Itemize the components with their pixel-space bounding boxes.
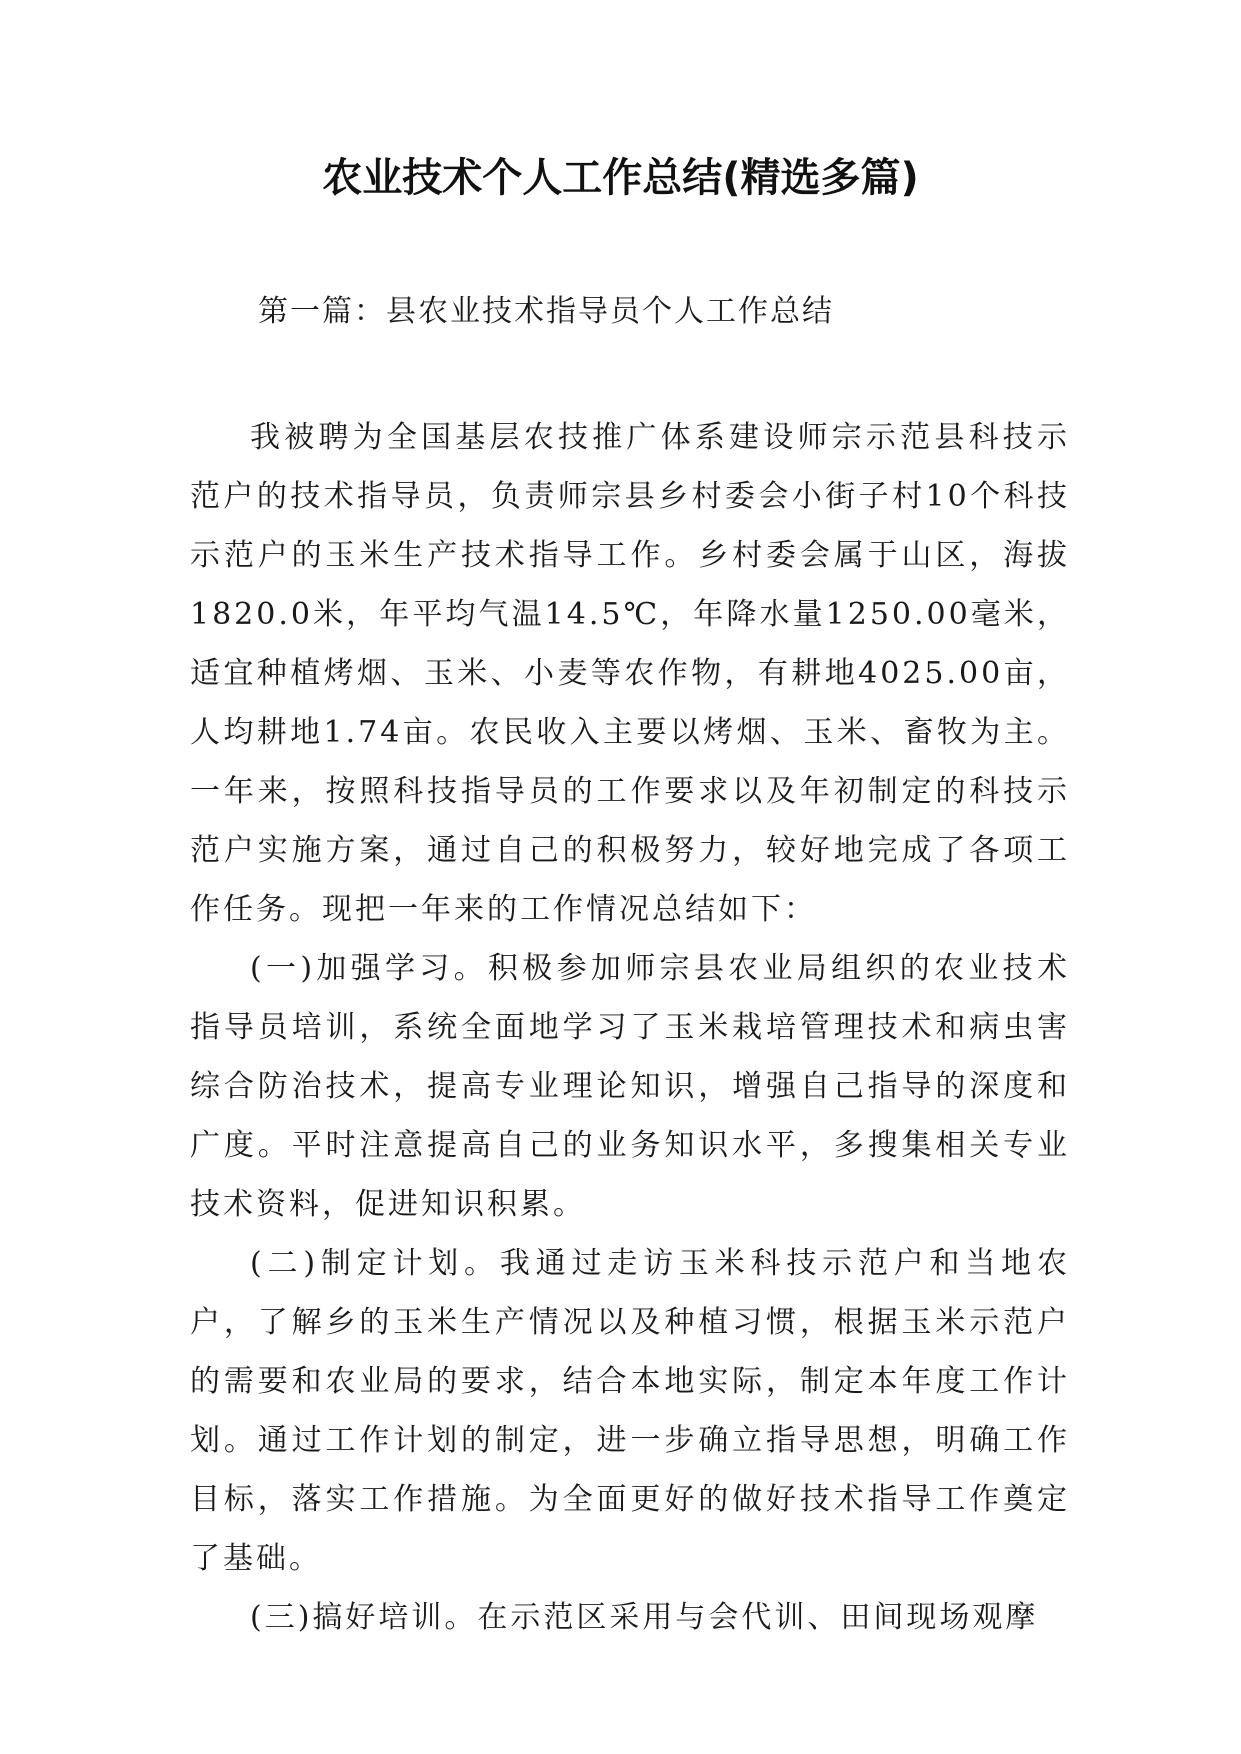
paragraph-study: (一)加强学习。积极参加师宗县农业局组织的农业技术指导员培训，系统全面地学习了玉米栽培管理技术和病虫害综合防治技术，提高专业理论知识，增强自己指导的深度和广度。平时注意提高自己的业务知识水平，多搜集相关专业技术资料，促进知识积累。 bbox=[190, 951, 1070, 1222]
paragraph-intro: 我被聘为全国基层农技推广体系建设师宗示范县科技示范户的技术指导员，负责师宗县乡村委会小街子村10个科技示范户的玉米生产技术指导工作。乡村委会属于山区，海拔1820.0米，年平均气温14.5℃，年降水量1250.00毫米，适宜种植烤烟、玉米、小麦等农作物，有耕地4025.00亩，人均耕地1.74亩。农民收入主要以烤烟、玉米、畜牧为主。一年来，按照科技指导员的工作要求以及年初制定的科技示范户实施方案，通过自己的积极努力，较好地完成了各项工作任务。现把一年来的工作情况总结如下： bbox=[190, 420, 1070, 927]
paragraph-plan: (二)制定计划。我通过走访玉米科技示范户和当地农户，了解乡的玉米生产情况以及种植习惯，根据玉米示范户的需要和农业局的要求，结合本地实际，制定本年度工作计划。通过工作计划的制定，进一步确立指导思想，明确工作目标，落实工作措施。为全面更好的做好技术指导工作奠定了基础。 bbox=[190, 1246, 1070, 1576]
document-body bbox=[190, 408, 1070, 1647]
section-heading: 第一篇：县农业技术指导员个人工作总结 bbox=[258, 294, 834, 329]
paragraph-training: (三)搞好培训。在示范区采用与会代训、田间现场观摩 bbox=[250, 1600, 1039, 1635]
document-title: 农业技术个人工作总结(精选多篇) bbox=[322, 155, 919, 201]
